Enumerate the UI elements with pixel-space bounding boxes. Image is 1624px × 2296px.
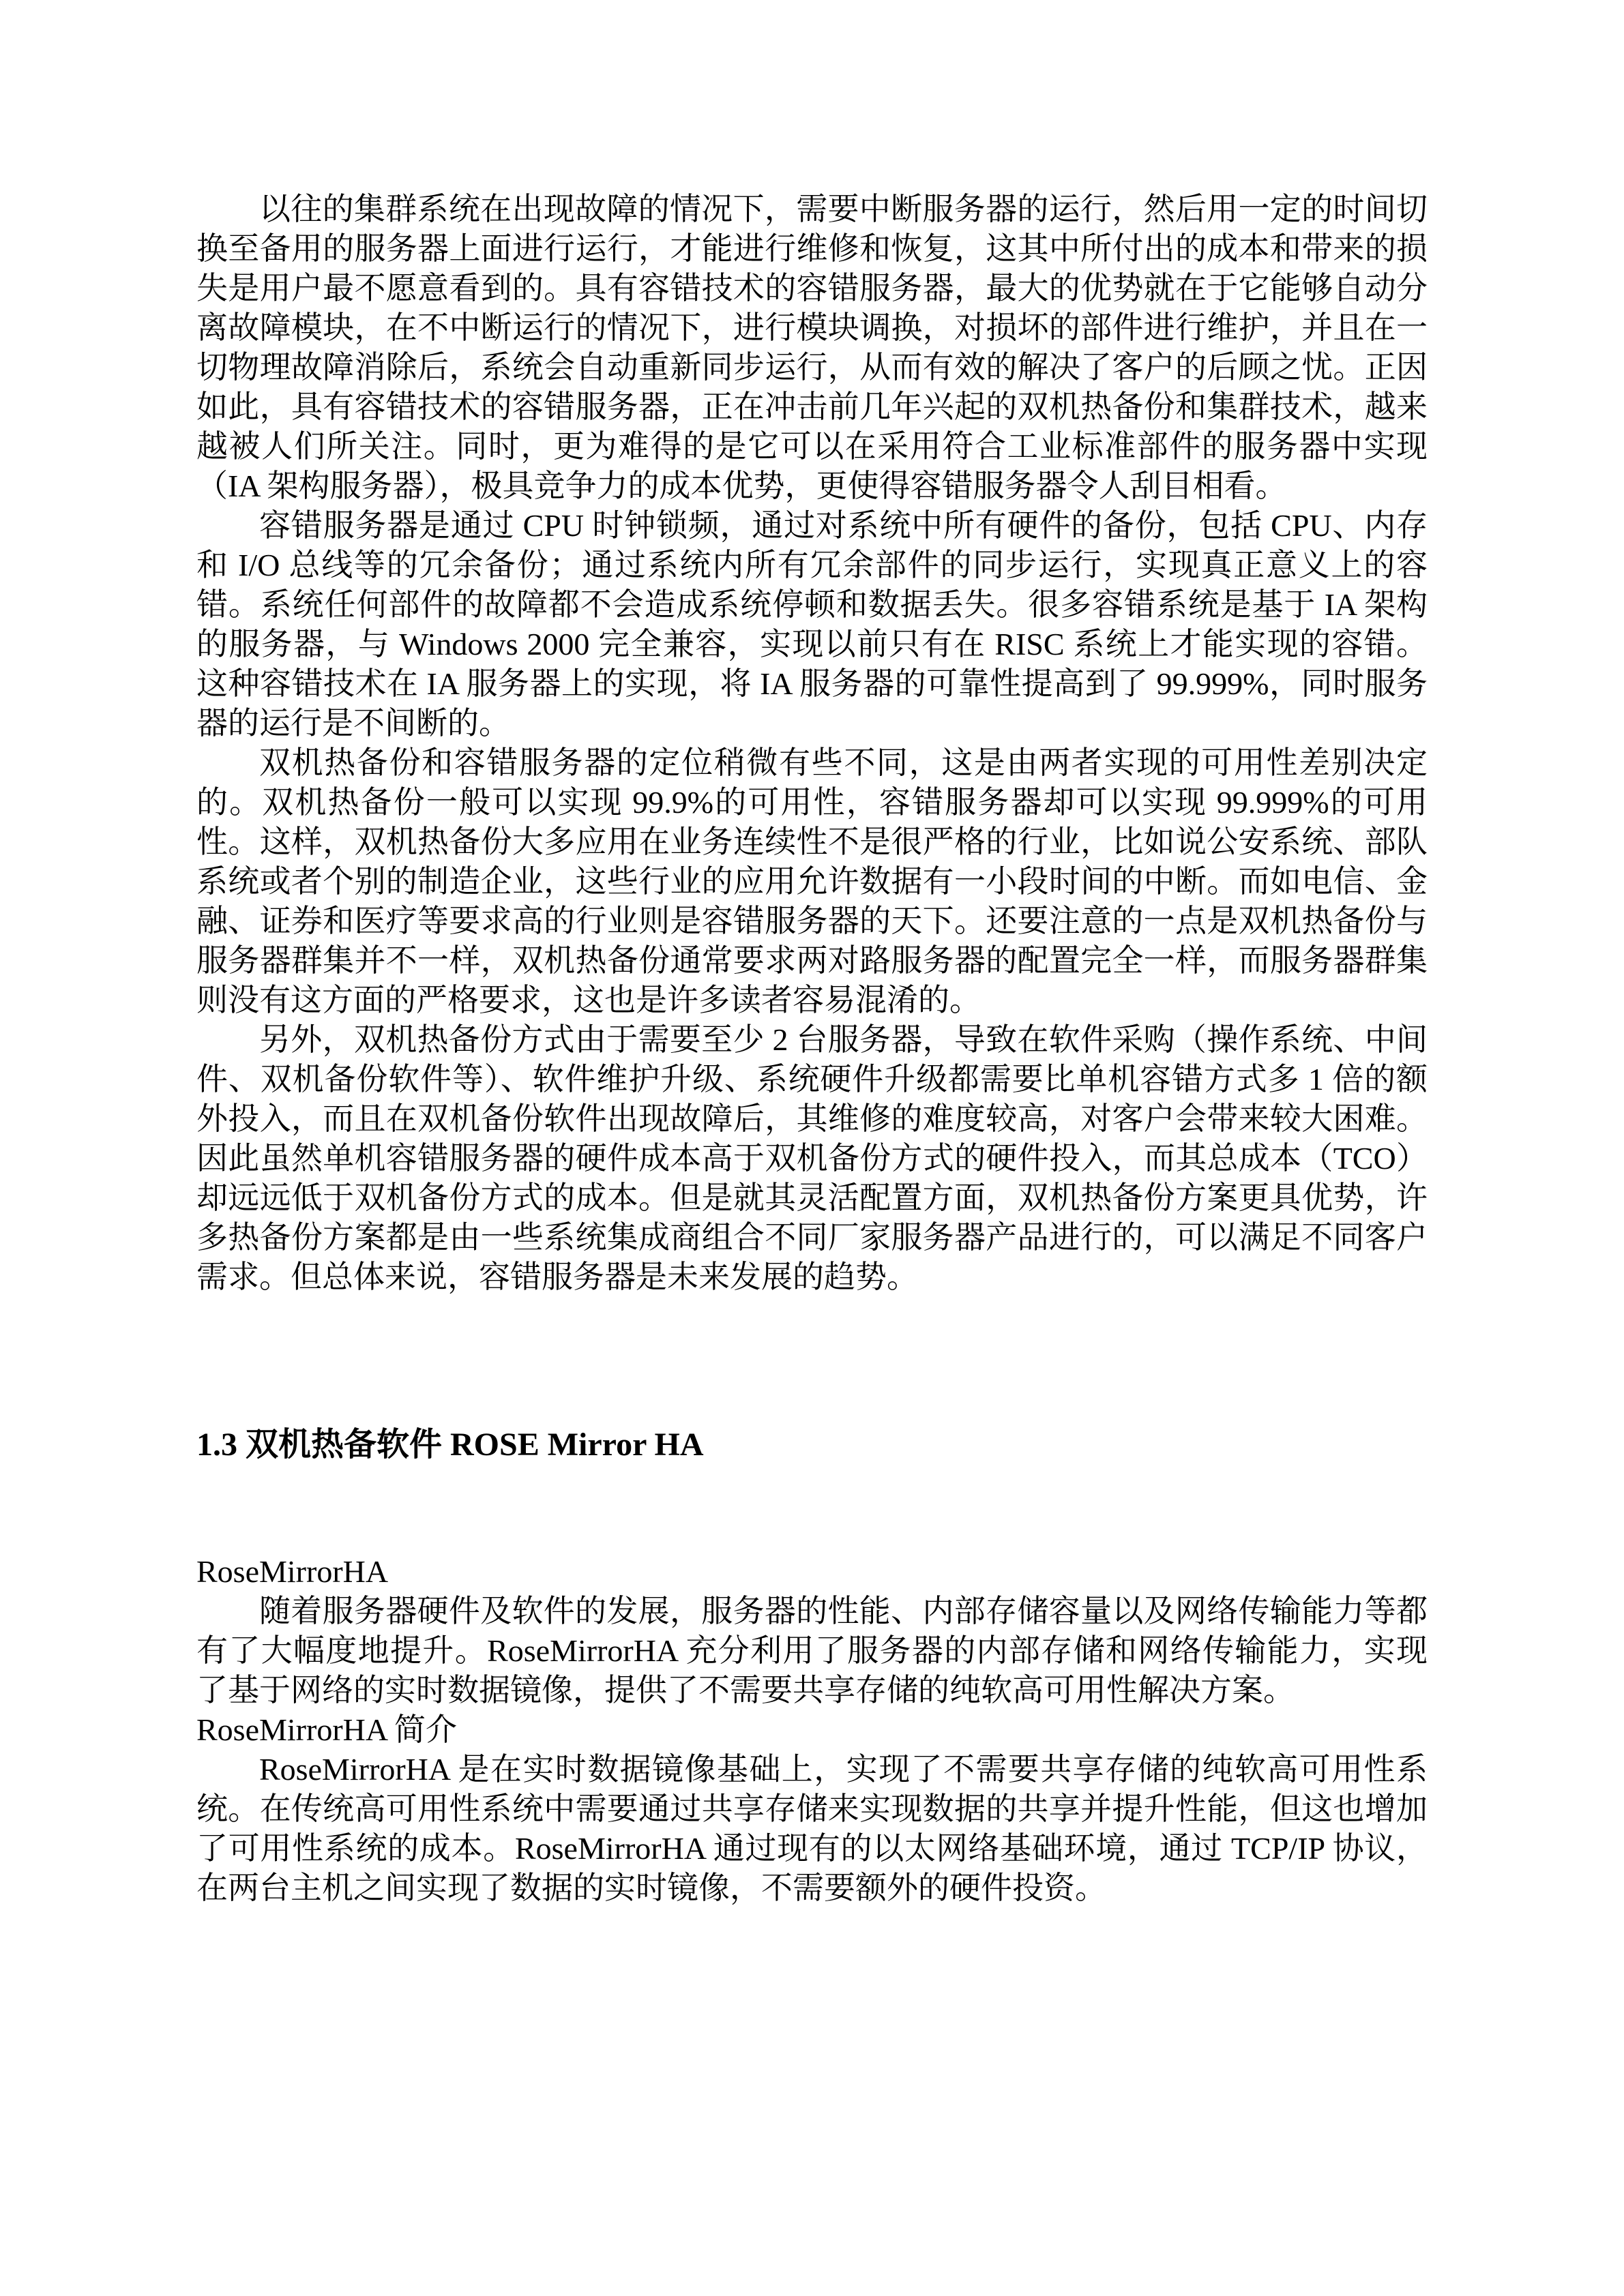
paragraph-rosemirrorha-overview: 随着服务器硬件及软件的发展，服务器的性能、内部存储容量以及网络传输能力等都有了大幅度地提升。RoseMirrorHA 充分利用了服务器的内部存储和网络传输能力，实现了基于网络的实时数据镜像，提供了不需要共享存储的纯软高可用性解决方案。 — [196, 1594, 1428, 1708]
paragraph-rosemirrorha-detail: RoseMirrorHA 是在实时数据镜像基础上，实现了不需要共享存储的纯软高可用性系统。在传统高可用性系统中需要通过共享存储来实现数据的共享并提升性能，但这也增加了可用性系统的成本。RoseMirrorHA 通过现有的以太网络基础环境，通过 TCP/IP 协议，在两台主机之间实现了数据的实时镜像，不需要额外的硬件投资。 — [196, 1752, 1428, 1905]
section-heading-1-3: 1.3 双机热备软件 ROSE Mirror HA — [196, 1427, 704, 1463]
paragraph-fault-tolerant-server-principle: 容错服务器是通过 CPU 时钟锁频，通过对系统中所有硬件的备份，包括 CPU、内存和 I/O 总线等的冗余备份；通过系统内所有冗余部件的同步运行，实现真正意义上的容错。系统任何部件的故障都不会造成系统停顿和数据丢失。很多容错系统是基于 IA 架构的服务器，与 Windows 2000 完全兼容，实现以前只有在 RISC 系统上才能实现的容错。这种容错技术在 IA 服务器上的实现，将 IA 服务器的可靠性提高到了 99.999%，同时服务器的运行是不间断的。 — [196, 508, 1428, 741]
paragraph-cost-comparison: 另外，双机热备份方式由于需要至少 2 台服务器，导致在软件采购（操作系统、中间件、双机备份软件等）、软件维护升级、系统硬件升级都需要比单机容错方式多 1 倍的额外投入，而且在双机备份软件出现故障后，其维修的难度较高，对客户会带来较大困难。因此虽然单机容错服务器的硬件成本高于双机备份方式的硬件投入，而其总成本（TCO）却远远低于双机备份方式的成本。但是就其灵活配置方面，双机热备份方案更具优势，许多热备份方案都是由一些系统集成商组合不同厂家服务器产品进行的，可以满足不同客户需求。但总体来说，容错服务器是未来发展的趋势。 — [196, 1022, 1428, 1294]
rosemirrorha-intro-label: RoseMirrorHA 简介 — [196, 1712, 458, 1747]
paragraph-availability-comparison: 双机热备份和容错服务器的定位稍微有些不同，这是由两者实现的可用性差别决定的。双机热备份一般可以实现 99.9%的可用性，容错服务器却可以实现 99.999%的可用性。这样，双机热备份大多应用在业务连续性不是很严格的行业，比如说公安系统、部队系统或者个别的制造企业，这些行业的应用允许数据有一小段时间的中断。而如电信、金融、证券和医疗等要求高的行业则是容错服务器的天下。还要注意的一点是双机热备份与服务器群集并不一样，双机热备份通常要求两对路服务器的配置完全一样，而服务器群集则没有这方面的严格要求，这也是许多读者容易混淆的。 — [196, 745, 1428, 1017]
paragraph-cluster-system-drawbacks: 以往的集群系统在出现故障的情况下，需要中断服务器的运行，然后用一定的时间切换至备用的服务器上面进行运行，才能进行维修和恢复，这其中所付出的成本和带来的损失是用户最不愿意看到的。具有容错技术的容错服务器，最大的优势就在于它能够自动分离故障模块，在不中断运行的情况下，进行模块调换，对损坏的部件进行维护，并且在一切物理故障消除后，系统会自动重新同步运行，从而有效的解决了客户的后顾之忧。正因如此，具有容错技术的容错服务器，正在冲击前几年兴起的双机热备份和集群技术，越来越被人们所关注。同时，更为难得的是它可以在采用符合工业标准部件的服务器中实现（IA 架构服务器），极具竞争力的成本优势，更使得容错服务器令人刮目相看。 — [196, 192, 1428, 503]
rosemirrorha-subtitle: RoseMirrorHA — [196, 1554, 389, 1589]
